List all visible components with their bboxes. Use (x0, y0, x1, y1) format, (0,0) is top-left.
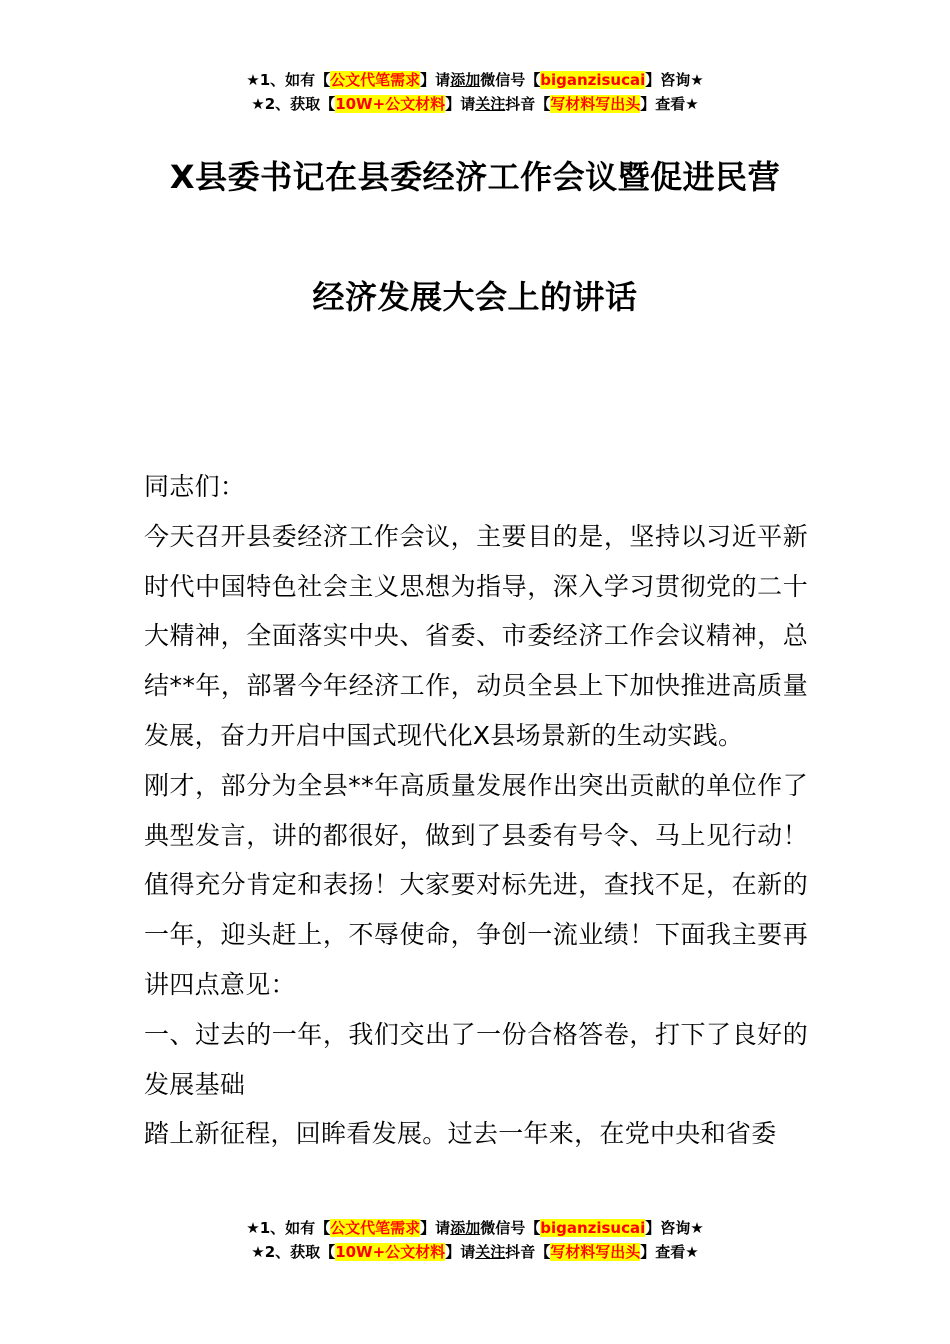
document-title-line-2: 经济发展大会上的讲话 (312, 278, 638, 316)
banner-text: 微信号【 (480, 1219, 541, 1237)
document-title-line-1: X县委书记在县委经济工作会议暨促进民营 (169, 158, 781, 196)
banner-text: ★1、如有【 (246, 1219, 331, 1237)
banner-text: 】请 (445, 1243, 476, 1261)
banner-text: 微信号【 (480, 71, 541, 89)
paragraph: 刚才，部分为全县**年高质量发展作出突出贡献的单位作了典型发言，讲的都很好，做到了县委有号令、马上见行动！值得充分肯定和表扬！大家要对标先进，查找不足，在新的一年，迎头赶上，不辱使命，争创一流业绩！下面我主要再讲四点意见： (144, 770, 808, 999)
banner-line-2 (0, 1240, 950, 1264)
banner-line-1 (0, 68, 950, 92)
banner-text: 抖音【 (505, 1243, 551, 1261)
banner-underline: 关注 (475, 95, 506, 113)
paragraph: 今天召开县委经济工作会议，主要目的是，坚持以习近平新时代中国特色社会主义思想为指导，深入学习贯彻党的二十大精神，全面落实中央、省委、市委经济工作会议精神，总结**年，部署今年经济工作，动员全县上下加快推进高质量发展，奋力开启中国式现代化X县场景新的生动实践。 (144, 521, 808, 750)
banner-highlight: 10W+公文材料 (335, 95, 446, 113)
banner-wechat-id: biganzisucai (540, 1219, 646, 1237)
banner-wechat-id: biganzisucai (540, 71, 646, 89)
banner-text: 】请 (420, 1219, 451, 1237)
banner-text: 】请 (445, 95, 476, 113)
banner-underline: 添加 (450, 1219, 481, 1237)
paragraph: 踏上新征程，回眸看发展。过去一年来，在党中央和省委 (144, 1119, 777, 1149)
banner-text: 抖音【 (505, 95, 551, 113)
banner-text: 】请 (420, 71, 451, 89)
header-banner (0, 68, 950, 116)
banner-underline: 关注 (475, 1243, 506, 1261)
banner-text: ★2、获取【 (251, 95, 336, 113)
banner-text: 】咨询★ (645, 1219, 704, 1237)
banner-text: ★1、如有【 (246, 71, 331, 89)
banner-line-2 (0, 92, 950, 116)
banner-highlight: 10W+公文材料 (335, 1243, 446, 1261)
banner-text: 】查看★ (640, 95, 699, 113)
banner-underline: 添加 (450, 71, 481, 89)
banner-text: 】咨询★ (645, 71, 704, 89)
banner-text: 】查看★ (640, 1243, 699, 1261)
banner-highlight: 公文代笔需求 (330, 1219, 421, 1237)
section-heading: 一、过去的一年，我们交出了一份合格答卷，打下了良好的发展基础 (144, 1019, 808, 1099)
banner-line-1 (0, 1216, 950, 1240)
banner-douyin-id: 写材料写出头 (550, 95, 641, 113)
banner-highlight: 公文代笔需求 (330, 71, 421, 89)
paragraph-salutation: 同志们： (144, 472, 246, 501)
footer-banner (0, 1216, 950, 1264)
banner-douyin-id: 写材料写出头 (550, 1243, 641, 1261)
banner-text: ★2、获取【 (251, 1243, 336, 1261)
document-body (144, 462, 808, 1159)
